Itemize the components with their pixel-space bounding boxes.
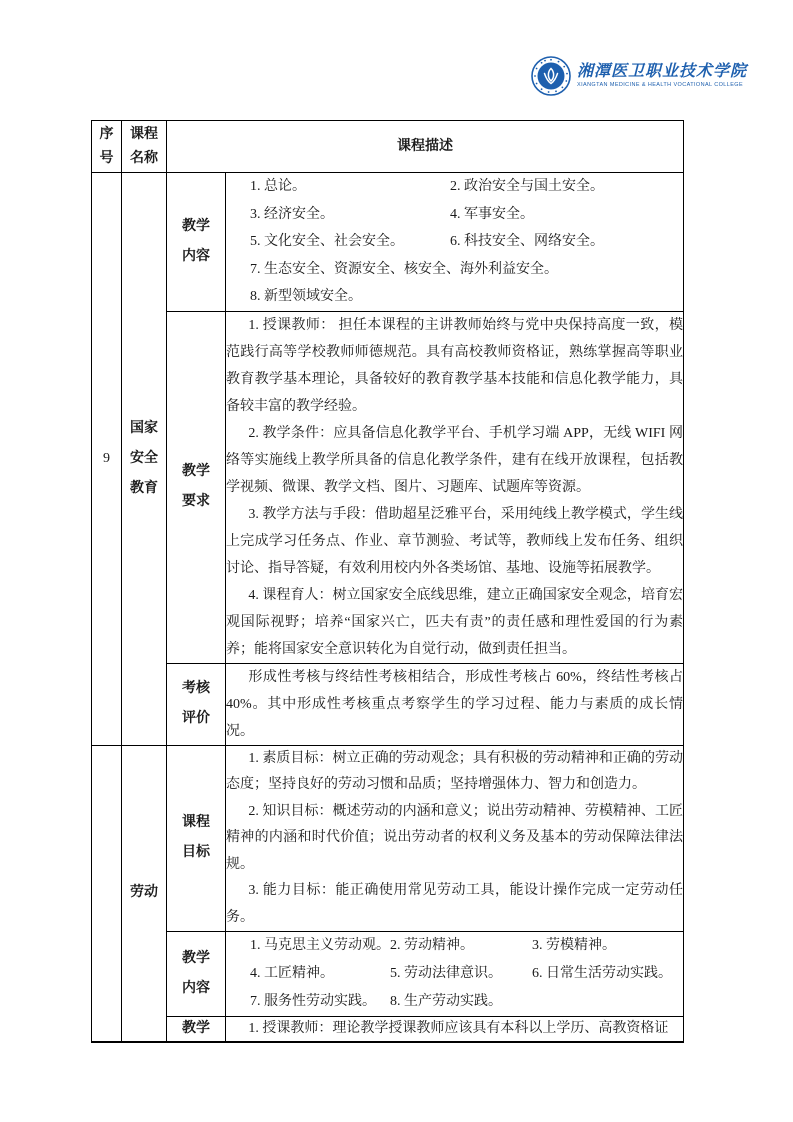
college-logo bbox=[531, 56, 747, 96]
labor-content-label-line2: 内容 bbox=[182, 981, 210, 996]
college-name-en: XIANGTAN MEDICINE & HEALTH VOCATIONAL COLLEGE bbox=[577, 82, 744, 88]
content-item: 8. 生产劳动实践。 bbox=[390, 994, 502, 1009]
course9-requirements-row bbox=[92, 311, 684, 663]
labor-content-row bbox=[92, 932, 684, 1017]
course9-name-line3: 教育 bbox=[130, 480, 158, 496]
college-name-cn: 湘潭医卫职业技术学院 bbox=[577, 63, 748, 80]
requirements-paragraph: 1. 授课教师： 担任本课程的主讲教师始终与党中央保持高度一致，模范践行高等学校教师师德规范。具有高校教师资格证，熟练掌握高等职业教育教学基本理论，具备较好的教育教学基本技能和信息化教学能力，具备较丰富的教学经验。 bbox=[226, 317, 683, 414]
course9-content-row bbox=[92, 173, 684, 312]
course9-requirements-label bbox=[167, 311, 226, 663]
labor-goals-row bbox=[92, 745, 684, 932]
header-seq-line2: 号 bbox=[99, 150, 114, 166]
course-description-table bbox=[91, 120, 684, 1043]
content-item: 1. 马克思主义劳动观。 bbox=[250, 938, 390, 953]
header-seq bbox=[92, 121, 122, 173]
labor-teaching-label-line1: 教学 bbox=[182, 1021, 210, 1037]
content-item-row bbox=[226, 173, 683, 201]
header-course-name bbox=[122, 121, 167, 173]
content-item: 2. 政治安全与国土安全。 bbox=[450, 179, 604, 194]
course9-assessment-body bbox=[226, 663, 684, 745]
content-item: 4. 军事安全。 bbox=[450, 206, 534, 222]
course9-content-body bbox=[226, 173, 684, 312]
labor-content-body bbox=[226, 932, 684, 1017]
course9-seq: 9 bbox=[92, 173, 122, 746]
content-item: 7. 服务性劳动实践。 bbox=[250, 994, 376, 1009]
content-item: 3. 经济安全。 bbox=[250, 206, 334, 222]
labor-teaching-label bbox=[167, 1017, 226, 1042]
teaching-paragraph: 1. 授课教师：理论教学授课教师应该具有本科以上学历、高教资格证 bbox=[248, 1021, 669, 1037]
content-item-row bbox=[226, 228, 683, 256]
header-name-line2: 名称 bbox=[130, 150, 158, 166]
labor-goals-body bbox=[226, 745, 684, 932]
content-item-row bbox=[226, 932, 683, 960]
content-item-row bbox=[226, 256, 683, 284]
content-item-row bbox=[226, 283, 683, 311]
labor-teaching-body bbox=[226, 1017, 684, 1042]
content-item bbox=[532, 988, 683, 1016]
goals-paragraph: 3. 能力目标：能正确使用常见劳动工具，能设计操作完成一定劳动任务。 bbox=[226, 883, 683, 925]
goals-paragraph: 1. 素质目标：树立正确的劳动观念；具有积极的劳动精神和正确的劳动态度；坚持良好的劳动习惯和品质；坚持增强体力、智力和创造力。 bbox=[226, 750, 683, 792]
content-item: 4. 工匠精神。 bbox=[250, 966, 334, 981]
header-course-desc: 课程描述 bbox=[167, 121, 684, 173]
labor-name: 劳动 bbox=[122, 745, 167, 1042]
college-seal-icon bbox=[531, 56, 571, 96]
course9-req-label-line2: 要求 bbox=[182, 494, 210, 509]
labor-seq bbox=[92, 745, 122, 1042]
course9-assessment-row bbox=[92, 663, 684, 745]
labor-content-label-line1: 教学 bbox=[182, 951, 210, 966]
content-item-row bbox=[226, 988, 683, 1016]
course9-name-line1: 国家 bbox=[130, 420, 158, 436]
goals-paragraph: 2. 知识目标：概述劳动的内涵和意义；说出劳动精神、劳模精神、工匠精神的内涵和时代价值；说出劳动者的权利义务及基本的劳动保障法律法规。 bbox=[226, 803, 683, 872]
content-item: 5. 劳动法律意识。 bbox=[390, 966, 502, 981]
requirements-paragraph: 4. 课程育人：树立国家安全底线思维，建立正确国家安全观念，培育宏观国际视野；培养“国家兴亡，匹夫有责”的责任感和理性爱国的行为素养；能将国家安全意识转化为自觉行动，做到责任担当。 bbox=[226, 587, 683, 657]
labor-teaching-row bbox=[92, 1017, 684, 1042]
labor-goals-label-line2: 目标 bbox=[182, 845, 210, 861]
course9-req-label-line1: 教学 bbox=[182, 464, 210, 479]
content-item: 3. 劳模精神。 bbox=[532, 938, 616, 953]
content-item: 6. 科技安全、网络安全。 bbox=[450, 234, 604, 249]
content-item: 6. 日常生活劳动实践。 bbox=[532, 966, 672, 981]
labor-goals-label bbox=[167, 745, 226, 932]
content-item: 8. 新型领域安全。 bbox=[250, 289, 362, 304]
table-header-row bbox=[92, 121, 684, 173]
content-item: 5. 文化安全、社会安全。 bbox=[250, 234, 404, 249]
content-item-row bbox=[226, 960, 683, 988]
content-item-row bbox=[226, 201, 683, 229]
course9-name-line2: 安全 bbox=[130, 450, 158, 466]
content-item: 1. 总论。 bbox=[250, 179, 306, 194]
assessment-paragraph: 形成性考核与终结性考核相结合，形成性考核占 60%，终结性考核占 40%。其中形成性考核重点考察学生的学习过程、能力与素质的成长情况。 bbox=[226, 669, 683, 739]
course9-name bbox=[122, 173, 167, 746]
requirements-paragraph: 2. 教学条件：应具备信息化教学平台、手机学习端 APP，无线 WIFI 网络等实施线上教学所具备的信息化教学条件，建有在线开放课程，包括教学视频、微课、教学文档、图片、习题库、试题库等资源。 bbox=[226, 425, 683, 495]
course9-assess-label-line1: 考核 bbox=[182, 681, 210, 696]
labor-goals-label-line1: 课程 bbox=[182, 815, 210, 831]
content-item: 7. 生态安全、资源安全、核安全、海外利益安全。 bbox=[250, 261, 558, 277]
course9-assess-label-line2: 评价 bbox=[182, 711, 210, 726]
course9-assessment-label bbox=[167, 663, 226, 745]
course9-content-label-line2: 内容 bbox=[182, 248, 210, 264]
labor-content-label bbox=[167, 932, 226, 1017]
requirements-paragraph: 3. 教学方法与手段：借助超星泛雅平台，采用纯线上教学模式，学生线上完成学习任务点、作业、章节测验、考试等，教师线上发布任务、组织讨论、指导答疑，有效利用校内外各类场馆、基地、设施等拓展教学。 bbox=[226, 506, 683, 576]
content-item: 2. 劳动精神。 bbox=[390, 938, 474, 953]
course9-content-label-line1: 教学 bbox=[182, 218, 210, 234]
course9-requirements-body bbox=[226, 311, 684, 663]
header-seq-line1: 序 bbox=[99, 126, 114, 142]
header-name-line1: 课程 bbox=[130, 126, 158, 142]
course9-content-label bbox=[167, 173, 226, 312]
